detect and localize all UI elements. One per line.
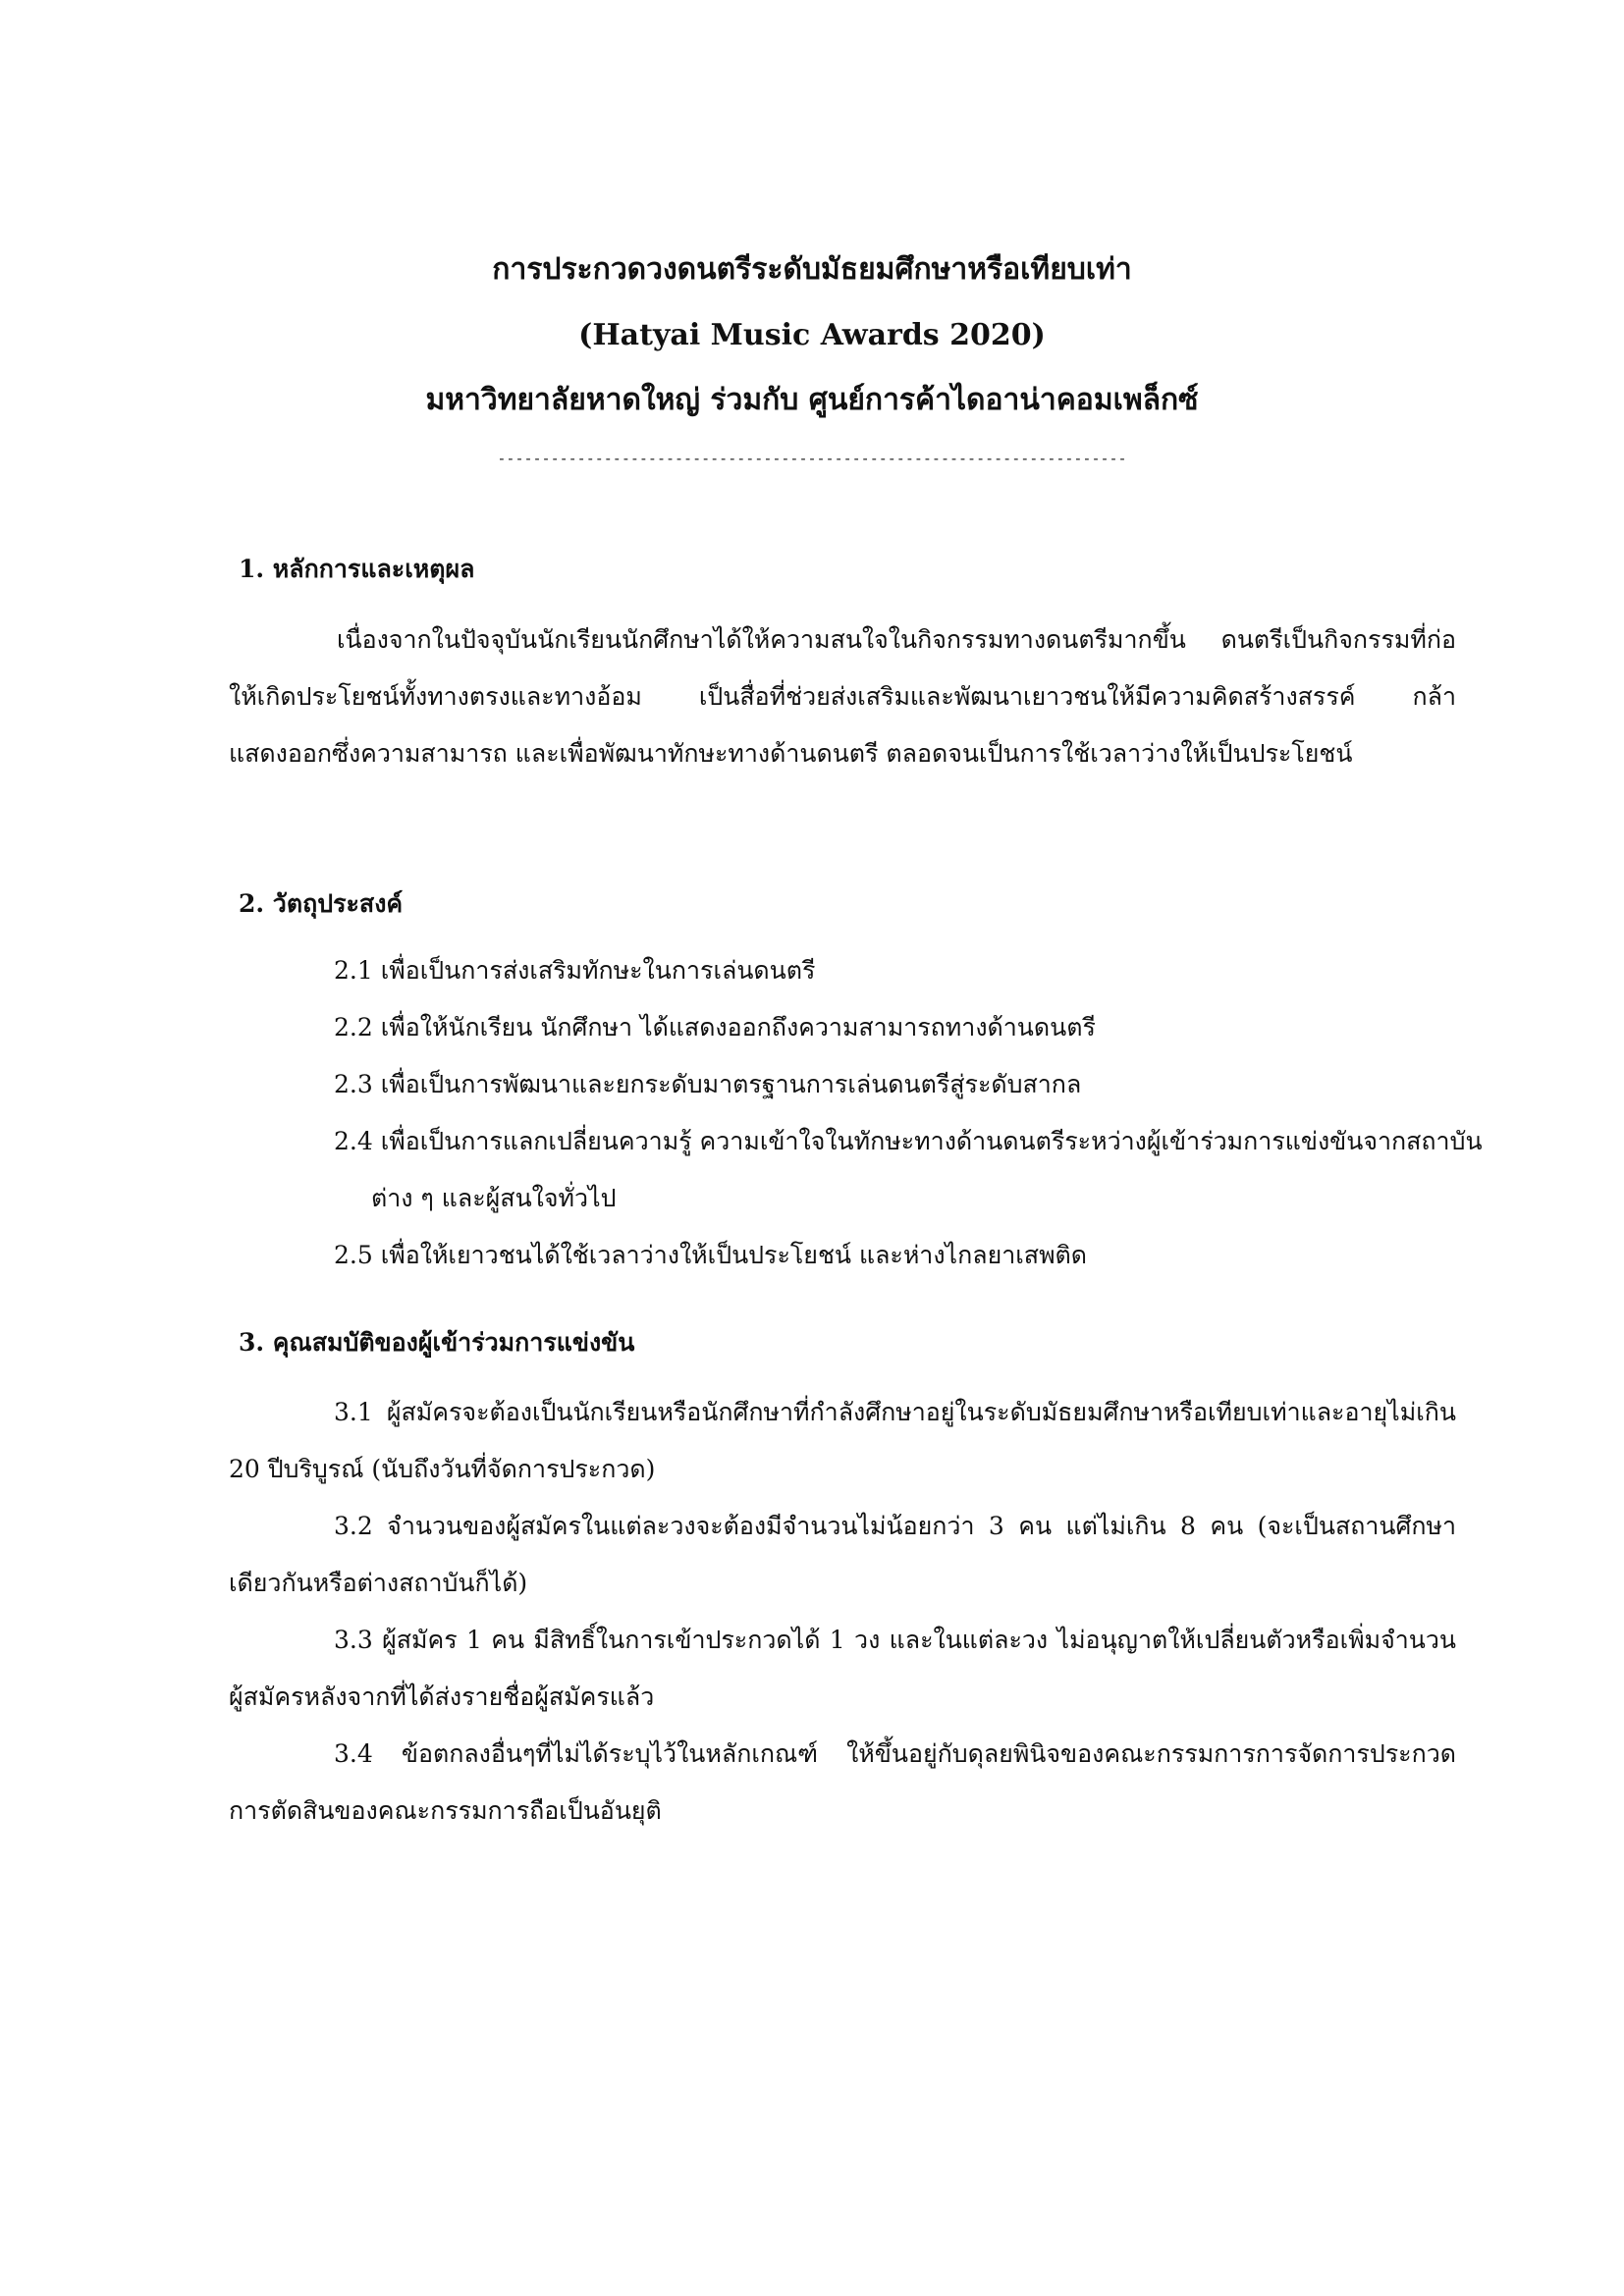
objective-item: 2.1 เพื่อเป็นการส่งเสริมทักษะในการเล่นดนตรี [334,956,816,985]
objective-item: 2.3 เพื่อเป็นการพัฒนาและยกระดับมาตรฐานการเล่นดนตรีสู่ระดับสากล [334,1070,1082,1098]
objective-item: 2.4 เพื่อเป็นการแลกเปลี่ยนความรู้ ความเข้าใจในทักษะทางด้านดนตรีระหว่างผู้เข้าร่วมการแข่งขันจากสถาบันต่าง ๆ และผู้สนใจทั่วไป [334,1127,1483,1212]
title-line-1: การประกวดวงดนตรีระดับมัธยมศึกษาหรือเทียบเท่า [492,252,1132,287]
section-2-heading: 2. วัตถุประสงค์ [239,889,404,918]
objective-item: 2.5 เพื่อให้เยาวชนได้ใช้เวลาว่างให้เป็นประโยชน์ และห่างไกลยาเสพติด [334,1241,1088,1269]
section-3-heading: 3. คุณสมบัติของผู้เข้าร่วมการแข่งขัน [239,1328,635,1357]
qualification-item: 3.4 ข้อตกลงอื่นๆที่ไม่ได้ระบุไว้ในหลักเกณฑ์ ให้ขึ้นอยู่กับดุลยพินิจของคณะกรรมการการจัดการประกวด การตัดสินของคณะกรรมการถือเป็นอันยุติ [229,1739,1456,1825]
title-line-2: (Hatyai Music Awards 2020) [578,318,1046,352]
qualification-item: 3.3 ผู้สมัคร 1 คน มีสิทธิ์ในการเข้าประกวดได้ 1 วง และในแต่ละวง ไม่อนุญาตให้เปลี่ยนตัวหรือเพิ่มจำนวนผู้สมัครหลังจากที่ได้ส่งรายชื่อผู้สมัครแล้ว [229,1626,1456,1711]
title-divider: ----------------------------------------------------------------------- [497,450,1127,467]
qualification-item: 3.2 จำนวนของผู้สมัครในแต่ละวงจะต้องมีจำนวนไม่น้อยกว่า 3 คน แต่ไม่เกิน 8 คน (จะเป็นสถานศึกษาเดียวกันหรือต่างสถาบันก็ได้) [229,1512,1456,1597]
qualification-item: 3.1 ผู้สมัครจะต้องเป็นนักเรียนหรือนักศึกษาที่กำลังศึกษาอยู่ในระดับมัธยมศึกษาหรือเทียบเท่าและอายุไม่เกิน 20 ปีบริบูรณ์ (นับถึงวันที่จัดการประกวด) [229,1398,1456,1483]
section-1-heading: 1. หลักการและเหตุผล [239,555,475,583]
section-1-body: เนื่องจากในปัจจุบันนักเรียนนักศึกษาได้ให้ความสนใจในกิจกรรมทางดนตรีมากขึ้น ดนตรีเป็นกิจกรรมที่ก่อให้เกิดประโยชน์ทั้งทางตรงและทางอ้อม เป็นสื่อที่ช่วยส่งเสริมและพัฒนาเยาวชนให้มีความคิดสร้างสรรค์ กล้าแสดงออกซึ่งความสามารถ และเพื่อพัฒนาทักษะทางด้านดนตรี ตลอดจนเป็นการใช้เวลาว่างให้เป็นประโยชน์ [229,625,1456,768]
title-line-3: มหาวิทยาลัยหาดใหญ่ ร่วมกับ ศูนย์การค้าไดอาน่าคอมเพล็กซ์ [425,383,1199,417]
objective-item: 2.2 เพื่อให้นักเรียน นักศึกษา ได้แสดงออกถึงความสามารถทางด้านดนตรี [334,1013,1096,1041]
